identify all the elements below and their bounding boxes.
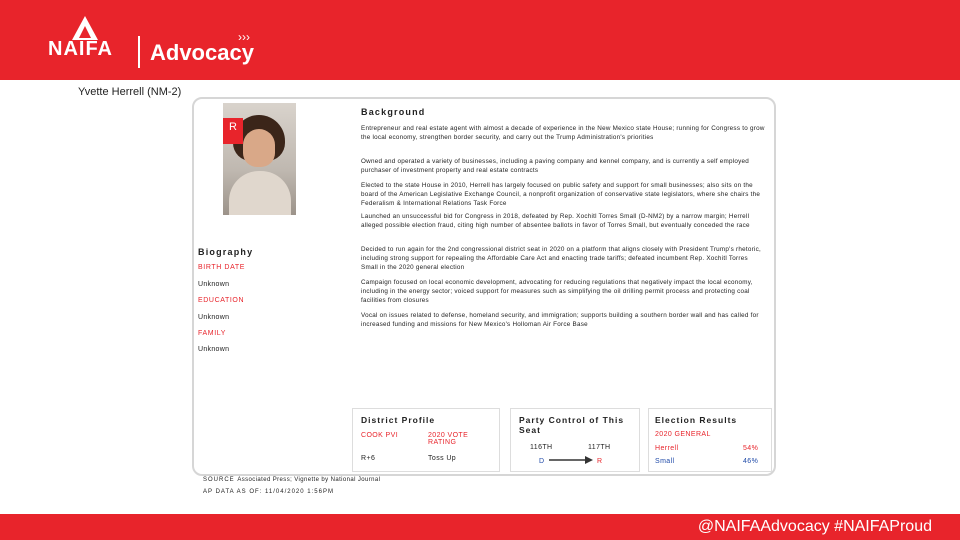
- arrows-icon: ›››: [238, 30, 250, 44]
- member-name: Yvette Herrell (NM-2): [78, 86, 182, 98]
- party-badge: R: [223, 118, 243, 144]
- background-paragraph: Campaign focused on local economic development, advocating for reducing regulations that negatively impact the local economy, including in the energy sector; voiced support for measures such as simplifying the oil drilling permit process and protecting coal facilities from closures: [361, 279, 753, 304]
- source-label: SOURCE: [203, 477, 235, 483]
- election-results-title: Election Results: [655, 415, 738, 425]
- background-paragraph: Elected to the state House in 2010, Herrell has largely focused on public safety and support for small businesses; also sits on the board of the American Legislative Exchange Council, a nonprofit organization of conservative state legislators, where she chairs the Federalism & International Relations Task Force: [361, 182, 761, 207]
- logo-text: NAIFA: [48, 38, 113, 60]
- vote-rating-value: Toss Up: [428, 455, 457, 462]
- education-label: EDUCATION: [198, 297, 245, 304]
- election-results-subtitle: 2020 GENERAL: [655, 431, 711, 438]
- birth-date-label: BIRTH DATE: [198, 264, 245, 271]
- congress-117-label: 117TH: [588, 444, 611, 451]
- birth-date-value: Unknown: [198, 281, 230, 288]
- biography-heading: Biography: [198, 247, 254, 257]
- district-profile-title: District Profile: [361, 415, 436, 425]
- logo-divider: [138, 36, 140, 68]
- congress-117-party: R: [597, 458, 603, 465]
- education-value: Unknown: [198, 314, 230, 321]
- candidate-percent: 46%: [743, 458, 759, 465]
- candidate-name: Herrell: [655, 445, 679, 452]
- family-label: FAMILY: [198, 330, 226, 337]
- background-heading: Background: [361, 107, 426, 117]
- data-as-of: AP DATA AS OF: 11/04/2020 1:56PM: [203, 489, 334, 495]
- vote-rating-label: 2020 VOTE RATING: [428, 432, 469, 446]
- cook-pvi-value: R+6: [361, 455, 376, 462]
- source-text: Associated Press; Vignette by National Journal: [237, 477, 381, 483]
- source-line: [203, 477, 380, 483]
- candidate-name: Small: [655, 458, 675, 465]
- candidate-percent: 54%: [743, 445, 759, 452]
- congress-116-party: D: [539, 458, 545, 465]
- cook-pvi-label: COOK PVI: [361, 432, 399, 439]
- background-paragraph: Owned and operated a variety of businesses, including a paving company and kennel company, and is currently a self employed purchaser of investment property and real estate contracts: [361, 158, 750, 174]
- congress-116-label: 116TH: [530, 444, 553, 451]
- background-paragraph: Decided to run again for the 2nd congressional district seat in 2020 on a platform that aligns closely with President Trump's rhetoric, including strong support for repealing the Affordable Care Act and enacting trade tariffs; defeated incumbent Rep. Xochitl Torres Small in the 2020 general election: [361, 246, 762, 271]
- party-control-title: Party Control of This Seat: [519, 415, 625, 435]
- header-bar: [0, 0, 960, 80]
- background-paragraph: Entrepreneur and real estate agent with almost a decade of experience in the New Mexico state House; running for Congress to grow the local economy, strengthen border security, and carry out the Trump Administration's priorities: [361, 125, 765, 141]
- family-value: Unknown: [198, 346, 230, 353]
- background-paragraph: Launched an unsuccessful bid for Congress in 2018, defeated by Rep. Xochitl Torres Small (D-NM2) by a narrow margin; Herrell alleged possible election fraud, citing high number of absentee ballots in favor of Torres Small, but eventually conceded the race: [361, 213, 750, 229]
- background-paragraph: Vocal on issues related to defense, homeland security, and immigration; supports building a southern border wall and has called for increased funding and missions for New Mexico's Holloman Air Force Base: [361, 312, 759, 328]
- arrow-right-icon: [547, 455, 595, 465]
- footer-hashtags: @NAIFAAdvocacy #NAIFAProud: [697, 518, 932, 535]
- section-title: Advocacy: [150, 40, 254, 65]
